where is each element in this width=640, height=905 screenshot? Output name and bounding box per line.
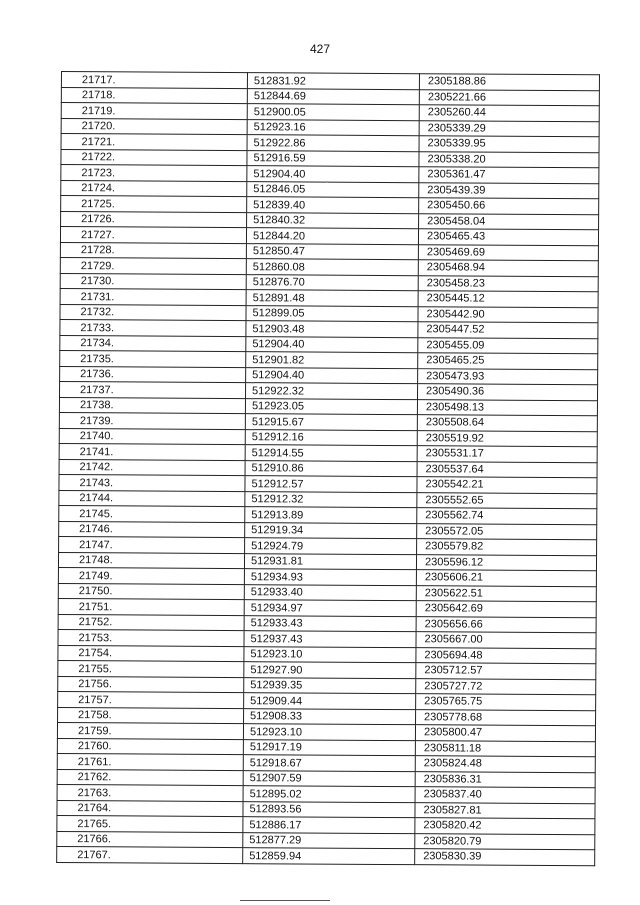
point-number-cell: 21741. bbox=[59, 443, 245, 460]
easting-cell: 512933.43 bbox=[244, 615, 416, 632]
easting-cell: 512924.79 bbox=[245, 538, 417, 555]
easting-cell: 512917.19 bbox=[243, 739, 415, 756]
point-number-cell: 21753. bbox=[58, 629, 244, 646]
northing-cell: 2305820.79 bbox=[415, 833, 595, 850]
point-number-cell: 21739. bbox=[59, 412, 245, 429]
easting-cell: 512912.57 bbox=[245, 476, 417, 493]
easting-cell: 512895.02 bbox=[243, 786, 415, 803]
easting-cell: 512904.40 bbox=[247, 166, 419, 183]
easting-cell: 512916.59 bbox=[247, 150, 419, 167]
northing-cell: 2305490.36 bbox=[418, 384, 598, 401]
northing-cell: 2305445.12 bbox=[418, 291, 598, 308]
northing-cell: 2305498.13 bbox=[417, 399, 597, 416]
easting-cell: 512904.40 bbox=[246, 336, 418, 353]
northing-cell: 2305596.12 bbox=[416, 554, 596, 571]
point-number-cell: 21759. bbox=[57, 722, 243, 739]
northing-cell: 2305338.20 bbox=[419, 151, 599, 168]
northing-cell: 2305622.51 bbox=[416, 585, 596, 602]
northing-cell: 2305830.39 bbox=[415, 849, 595, 866]
point-number-cell: 21754. bbox=[58, 645, 244, 662]
easting-cell: 512910.86 bbox=[245, 460, 417, 477]
point-number-cell: 21737. bbox=[60, 381, 246, 398]
easting-cell: 512923.16 bbox=[247, 119, 419, 136]
northing-cell: 2305531.17 bbox=[417, 446, 597, 463]
northing-cell: 2305820.42 bbox=[415, 818, 595, 835]
northing-cell: 2305473.93 bbox=[418, 368, 598, 385]
northing-cell: 2305694.48 bbox=[416, 647, 596, 664]
northing-cell: 2305465.25 bbox=[418, 353, 598, 370]
point-number-cell: 21723. bbox=[61, 165, 247, 182]
easting-cell: 512901.82 bbox=[246, 352, 418, 369]
easting-cell: 512912.32 bbox=[245, 491, 417, 508]
coordinates-table-body bbox=[57, 72, 600, 866]
easting-cell: 512844.69 bbox=[247, 88, 419, 105]
coordinates-table-container bbox=[56, 71, 562, 866]
northing-cell: 2305836.31 bbox=[415, 771, 595, 788]
northing-cell: 2305562.74 bbox=[417, 508, 597, 525]
northing-cell: 2305572.05 bbox=[417, 523, 597, 540]
easting-cell: 512860.08 bbox=[246, 259, 418, 276]
easting-cell: 512931.81 bbox=[244, 553, 416, 570]
easting-cell: 512927.90 bbox=[244, 662, 416, 679]
northing-cell: 2305837.40 bbox=[415, 787, 595, 804]
point-number-cell: 21752. bbox=[58, 614, 244, 631]
point-number-cell: 21742. bbox=[59, 459, 245, 476]
northing-cell: 2305727.72 bbox=[416, 678, 596, 695]
point-number-cell: 21719. bbox=[61, 103, 247, 120]
easting-cell: 512877.29 bbox=[243, 832, 415, 849]
point-number-cell: 21757. bbox=[58, 691, 244, 708]
point-number-cell: 21738. bbox=[59, 397, 245, 414]
easting-cell: 512919.34 bbox=[245, 522, 417, 539]
point-number-cell: 21758. bbox=[58, 707, 244, 724]
point-number-cell: 21730. bbox=[60, 273, 246, 290]
point-number-cell: 21764. bbox=[57, 800, 243, 817]
northing-cell: 2305188.86 bbox=[419, 74, 599, 91]
easting-cell: 512907.59 bbox=[243, 770, 415, 787]
easting-cell: 512937.43 bbox=[244, 631, 416, 648]
point-number-cell: 21750. bbox=[58, 583, 244, 600]
northing-cell: 2305642.69 bbox=[416, 601, 596, 618]
easting-cell: 512913.89 bbox=[245, 507, 417, 524]
northing-cell: 2305465.43 bbox=[418, 229, 598, 246]
point-number-cell: 21747. bbox=[59, 536, 245, 553]
easting-cell: 512923.10 bbox=[243, 724, 415, 741]
northing-cell: 2305712.57 bbox=[416, 663, 596, 680]
northing-cell: 2305339.29 bbox=[419, 120, 599, 137]
point-number-cell: 21727. bbox=[60, 227, 246, 244]
easting-cell: 512915.67 bbox=[245, 414, 417, 431]
easting-cell: 512933.40 bbox=[244, 584, 416, 601]
easting-cell: 512923.05 bbox=[245, 398, 417, 415]
easting-cell: 512899.05 bbox=[246, 305, 418, 322]
northing-cell: 2305542.21 bbox=[417, 477, 597, 494]
northing-cell: 2305447.52 bbox=[418, 322, 598, 339]
point-number-cell: 21721. bbox=[61, 134, 247, 151]
point-number-cell: 21767. bbox=[57, 846, 243, 863]
point-number-cell: 21756. bbox=[58, 676, 244, 693]
northing-cell: 2305450.66 bbox=[419, 198, 599, 215]
easting-cell: 512923.10 bbox=[244, 646, 416, 663]
easting-cell: 512918.67 bbox=[243, 755, 415, 772]
easting-cell: 512859.94 bbox=[243, 848, 415, 865]
point-number-cell: 21732. bbox=[60, 304, 246, 321]
point-number-cell: 21736. bbox=[60, 366, 246, 383]
easting-cell: 512934.93 bbox=[244, 569, 416, 586]
easting-cell: 512904.40 bbox=[246, 367, 418, 384]
point-number-cell: 21761. bbox=[57, 753, 243, 770]
easting-cell: 512908.33 bbox=[244, 708, 416, 725]
easting-cell: 512934.97 bbox=[244, 600, 416, 617]
northing-cell: 2305221.66 bbox=[419, 89, 599, 106]
easting-cell: 512840.32 bbox=[247, 212, 419, 229]
point-number-cell: 21755. bbox=[58, 660, 244, 677]
page-number: 427 bbox=[309, 42, 331, 56]
northing-cell: 2305339.95 bbox=[419, 136, 599, 153]
northing-cell: 2305361.47 bbox=[419, 167, 599, 184]
point-number-cell: 21749. bbox=[58, 567, 244, 584]
point-number-cell: 21762. bbox=[57, 769, 243, 786]
point-number-cell: 21744. bbox=[59, 490, 245, 507]
easting-cell: 512914.55 bbox=[245, 445, 417, 462]
northing-cell: 2305778.68 bbox=[416, 709, 596, 726]
easting-cell: 512922.86 bbox=[247, 135, 419, 152]
northing-cell: 2305824.48 bbox=[415, 756, 595, 773]
easting-cell: 512839.40 bbox=[247, 197, 419, 214]
point-number-cell: 21766. bbox=[57, 831, 243, 848]
easting-cell: 512876.70 bbox=[246, 274, 418, 291]
easting-cell: 512900.05 bbox=[247, 104, 419, 121]
point-number-cell: 21717. bbox=[61, 72, 247, 89]
point-number-cell: 21763. bbox=[57, 784, 243, 801]
northing-cell: 2305656.66 bbox=[416, 616, 596, 633]
northing-cell: 2305800.47 bbox=[415, 725, 595, 742]
easting-cell: 512893.56 bbox=[243, 801, 415, 818]
point-number-cell: 21729. bbox=[60, 257, 246, 274]
point-number-cell: 21725. bbox=[61, 196, 247, 213]
point-number-cell: 21765. bbox=[57, 815, 243, 832]
northing-cell: 2305765.75 bbox=[416, 694, 596, 711]
point-number-cell: 21740. bbox=[59, 428, 245, 445]
easting-cell: 512922.32 bbox=[246, 383, 418, 400]
point-number-cell: 21731. bbox=[60, 288, 246, 305]
northing-cell: 2305260.44 bbox=[419, 105, 599, 122]
northing-cell: 2305519.92 bbox=[417, 430, 597, 447]
easting-cell: 512939.35 bbox=[244, 677, 416, 694]
northing-cell: 2305667.00 bbox=[416, 632, 596, 649]
point-number-cell: 21718. bbox=[61, 87, 247, 104]
northing-cell: 2305442.90 bbox=[418, 306, 598, 323]
point-number-cell: 21724. bbox=[61, 180, 247, 197]
easting-cell: 512912.16 bbox=[245, 429, 417, 446]
easting-cell: 512844.20 bbox=[246, 228, 418, 245]
easting-cell: 512850.47 bbox=[246, 243, 418, 260]
northing-cell: 2305468.94 bbox=[418, 260, 598, 277]
easting-cell: 512846.05 bbox=[247, 181, 419, 198]
point-number-cell: 21743. bbox=[59, 474, 245, 491]
point-number-cell: 21733. bbox=[60, 319, 246, 336]
northing-cell: 2305455.09 bbox=[418, 337, 598, 354]
northing-cell: 2305439.39 bbox=[419, 182, 599, 199]
point-number-cell: 21745. bbox=[59, 505, 245, 522]
point-number-cell: 21746. bbox=[59, 521, 245, 538]
northing-cell: 2305469.69 bbox=[418, 244, 598, 261]
point-number-cell: 21735. bbox=[60, 350, 246, 367]
point-number-cell: 21760. bbox=[57, 738, 243, 755]
easting-cell: 512886.17 bbox=[243, 817, 415, 834]
northing-cell: 2305827.81 bbox=[415, 802, 595, 819]
coordinates-table bbox=[56, 71, 600, 866]
point-number-cell: 21751. bbox=[58, 598, 244, 615]
northing-cell: 2305458.23 bbox=[418, 275, 598, 292]
easting-cell: 512903.48 bbox=[246, 321, 418, 338]
point-number-cell: 21734. bbox=[60, 335, 246, 352]
point-number-cell: 21726. bbox=[61, 211, 247, 228]
northing-cell: 2305508.64 bbox=[417, 415, 597, 432]
point-number-cell: 21728. bbox=[60, 242, 246, 259]
bottom-rule bbox=[240, 900, 330, 901]
point-number-cell: 21748. bbox=[58, 552, 244, 569]
northing-cell: 2305537.64 bbox=[417, 461, 597, 478]
point-number-cell: 21722. bbox=[61, 149, 247, 166]
point-number-cell: 21720. bbox=[61, 118, 247, 135]
northing-cell: 2305458.04 bbox=[419, 213, 599, 230]
northing-cell: 2305811.18 bbox=[415, 740, 595, 757]
table-row bbox=[57, 846, 595, 865]
easting-cell: 512909.44 bbox=[244, 693, 416, 710]
northing-cell: 2305606.21 bbox=[416, 570, 596, 587]
easting-cell: 512831.92 bbox=[247, 73, 419, 90]
northing-cell: 2305579.82 bbox=[417, 539, 597, 556]
easting-cell: 512891.48 bbox=[246, 290, 418, 307]
northing-cell: 2305552.65 bbox=[417, 492, 597, 509]
scan-speck bbox=[326, 181, 328, 183]
